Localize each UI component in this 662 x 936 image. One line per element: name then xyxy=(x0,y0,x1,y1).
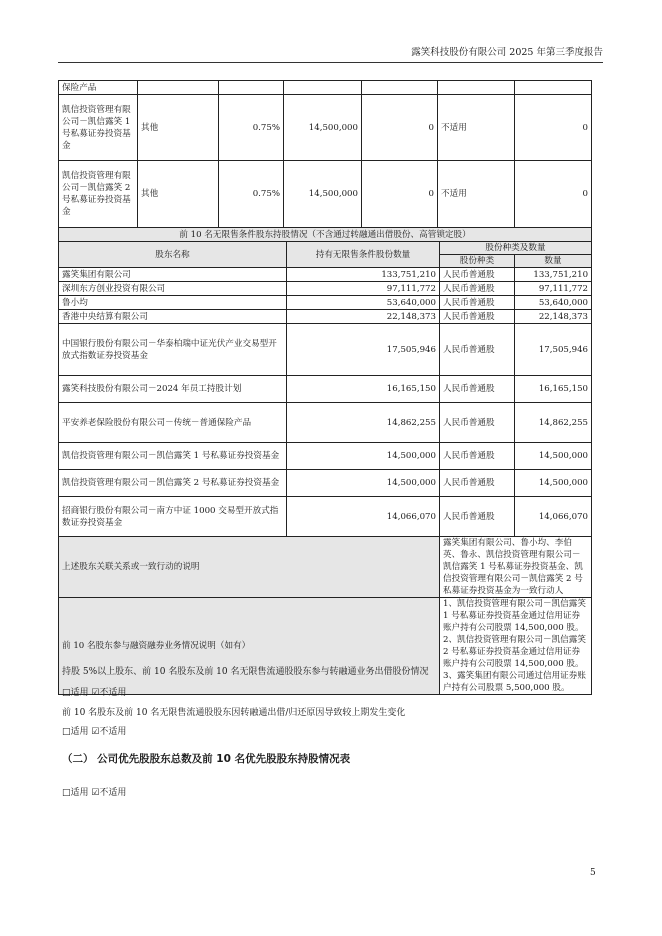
holder-name: 中国银行股份有限公司－华泰柏瑞中证光伏产业交易型开放式指数证券投资基金 xyxy=(59,324,287,376)
holding-shares: 14,500,000 xyxy=(287,470,440,497)
holder-name: 凯信投资管理有限公司－凯信露笑 2 号私募证券投资基金 xyxy=(59,470,287,497)
holding-shares: 133,751,210 xyxy=(287,268,440,282)
share-qty: 97,111,772 xyxy=(515,282,592,296)
share-qty: 14,500,000 xyxy=(515,443,592,470)
col-header-name: 股东名称 xyxy=(59,242,287,268)
share-kind: 人民币普通股 xyxy=(440,296,515,310)
share-kind: 人民币普通股 xyxy=(440,282,515,296)
table-title: 前 10 名无限售条件股东持股情况（不含通过转融通出借股份、高管锁定股） xyxy=(59,228,592,242)
pledge-qty: 0 xyxy=(515,95,592,161)
holder-name: 露笑科技股份有限公司－2024 年员工持股计划 xyxy=(59,376,287,403)
share-qty: 16,165,150 xyxy=(515,376,592,403)
holding-pct: 0.75% xyxy=(219,95,284,161)
holding-shares: 14,500,000 xyxy=(287,443,440,470)
table-title-row xyxy=(59,228,592,242)
table-row xyxy=(59,497,592,537)
holder-name: 凯信投资管理有限公司－凯信露笑 2 号私募证券投资基金 xyxy=(59,161,138,228)
pledge-qty xyxy=(515,81,592,95)
holder-type xyxy=(138,81,219,95)
margin-trading-text xyxy=(440,598,592,695)
col-header-qty: 数量 xyxy=(515,255,592,268)
col-header-shares: 持有无限售条件股份数量 xyxy=(287,242,440,268)
holding-shares: 22,148,373 xyxy=(287,310,440,324)
restricted-shares xyxy=(362,81,438,95)
holder-name: 平安养老保险股份有限公司－传统－普通保险产品 xyxy=(59,403,287,443)
table-row xyxy=(59,296,592,310)
table-row xyxy=(59,268,592,282)
restricted-shares: 0 xyxy=(362,95,438,161)
holder-name: 凯信投资管理有限公司－凯信露笑 1 号私募证券投资基金 xyxy=(59,443,287,470)
share-kind: 人民币普通股 xyxy=(440,443,515,470)
pledge-status: 不适用 xyxy=(438,95,515,161)
share-qty: 17,505,946 xyxy=(515,324,592,376)
share-qty: 133,751,210 xyxy=(515,268,592,282)
pledge-status xyxy=(438,81,515,95)
table-row xyxy=(59,403,592,443)
holder-name: 凯信投资管理有限公司－凯信露笑 1 号私募证券投资基金 xyxy=(59,95,138,161)
share-kind: 人民币普通股 xyxy=(440,403,515,443)
related-parties-row xyxy=(59,537,592,598)
unrestricted-shareholders-table xyxy=(58,227,592,695)
margin-line: 1、凯信投资管理有限公司－凯信露笑 1 号私募证券投资基金通过信用证券账户持有公司股票 14,500,000 股。 xyxy=(443,599,586,633)
share-qty: 14,500,000 xyxy=(515,470,592,497)
page-header: 露笑科技股份有限公司 2025 年第三季度报告 xyxy=(58,44,603,63)
table-row xyxy=(59,95,592,161)
pledge-status: 不适用 xyxy=(438,161,515,228)
change-note-title: 前 10 名股东及前 10 名无限售流通股股东因转融通出借/归还原因导致较上期发生变化 xyxy=(62,708,406,718)
share-kind: 人民币普通股 xyxy=(440,268,515,282)
related-parties-text: 露笑集团有限公司、鲁小均、李伯英、鲁永、凯信投资管理有限公司－凯信露笑 1 号私募证券投资基金、凯信投资管理有限公司－凯信露笑 2 号私募证券投资基金为一致行动人 xyxy=(440,537,592,598)
share-kind: 人民币普通股 xyxy=(440,376,515,403)
restricted-shares: 0 xyxy=(362,161,438,228)
col-header-kind: 股份种类 xyxy=(440,255,515,268)
margin-trading-row xyxy=(59,598,592,695)
share-qty: 53,640,000 xyxy=(515,296,592,310)
share-kind: 人民币普通股 xyxy=(440,310,515,324)
holding-pct xyxy=(219,81,284,95)
table-row xyxy=(59,161,592,228)
section-option: □适用 ☑不适用 xyxy=(62,788,127,798)
table-row xyxy=(59,310,592,324)
table-header-row xyxy=(59,242,592,255)
margin-line: 3、露笑集团有限公司通过信用证券账户持有公司股票 5,500,000 股。 xyxy=(443,671,586,693)
table-row xyxy=(59,81,592,95)
margin-line: 2、凯信投资管理有限公司－凯信露笑 2 号私募证券投资基金通过信用证券账户持有公司股票 14,500,000 股。 xyxy=(443,635,586,669)
table-row xyxy=(59,376,592,403)
table-row xyxy=(59,443,592,470)
holder-name: 鲁小均 xyxy=(59,296,287,310)
share-qty: 14,862,255 xyxy=(515,403,592,443)
margin-trading-label: 前 10 名股东参与融资融券业务情况说明（如有） xyxy=(59,598,440,695)
holding-shares: 17,505,946 xyxy=(287,324,440,376)
holding-shares xyxy=(284,81,362,95)
share-kind: 人民币普通股 xyxy=(440,470,515,497)
holding-shares: 16,165,150 xyxy=(287,376,440,403)
holder-name: 露笑集团有限公司 xyxy=(59,268,287,282)
lending-note-option: □适用 ☑不适用 xyxy=(62,688,127,698)
share-kind: 人民币普通股 xyxy=(440,324,515,376)
holder-name: 招商银行股份有限公司－南方中证 1000 交易型开放式指数证券投资基金 xyxy=(59,497,287,537)
share-qty: 22,148,373 xyxy=(515,310,592,324)
share-kind: 人民币普通股 xyxy=(440,497,515,537)
holder-name: 香港中央结算有限公司 xyxy=(59,310,287,324)
holder-name: 保险产品 xyxy=(59,81,138,95)
related-parties-label: 上述股东关联关系或一致行动的说明 xyxy=(59,537,440,598)
col-header-group: 股份种类及数量 xyxy=(440,242,592,255)
share-qty: 14,066,070 xyxy=(515,497,592,537)
holder-type: 其他 xyxy=(138,161,219,228)
holding-shares: 53,640,000 xyxy=(287,296,440,310)
holder-type: 其他 xyxy=(138,95,219,161)
section-title: （二） 公司优先股股东总数及前 10 名优先股股东持股情况表 xyxy=(62,753,351,765)
holding-shares: 97,111,772 xyxy=(287,282,440,296)
holding-shares: 14,500,000 xyxy=(284,161,362,228)
table-row xyxy=(59,470,592,497)
holding-shares: 14,066,070 xyxy=(287,497,440,537)
table-row xyxy=(59,282,592,296)
page-number: 5 xyxy=(590,868,596,878)
table-row xyxy=(59,324,592,376)
holding-pct: 0.75% xyxy=(219,161,284,228)
holding-shares: 14,500,000 xyxy=(284,95,362,161)
holding-shares: 14,862,255 xyxy=(287,403,440,443)
top-shareholders-table-continued xyxy=(58,80,592,228)
lending-note-title: 持股 5%以上股东、前 10 名股东及前 10 名无限售流通股股东参与转融通业务出借股份情况 xyxy=(62,667,429,677)
pledge-qty: 0 xyxy=(515,161,592,228)
change-note-option: □适用 ☑不适用 xyxy=(62,727,127,737)
holder-name: 深圳东方创业投资有限公司 xyxy=(59,282,287,296)
